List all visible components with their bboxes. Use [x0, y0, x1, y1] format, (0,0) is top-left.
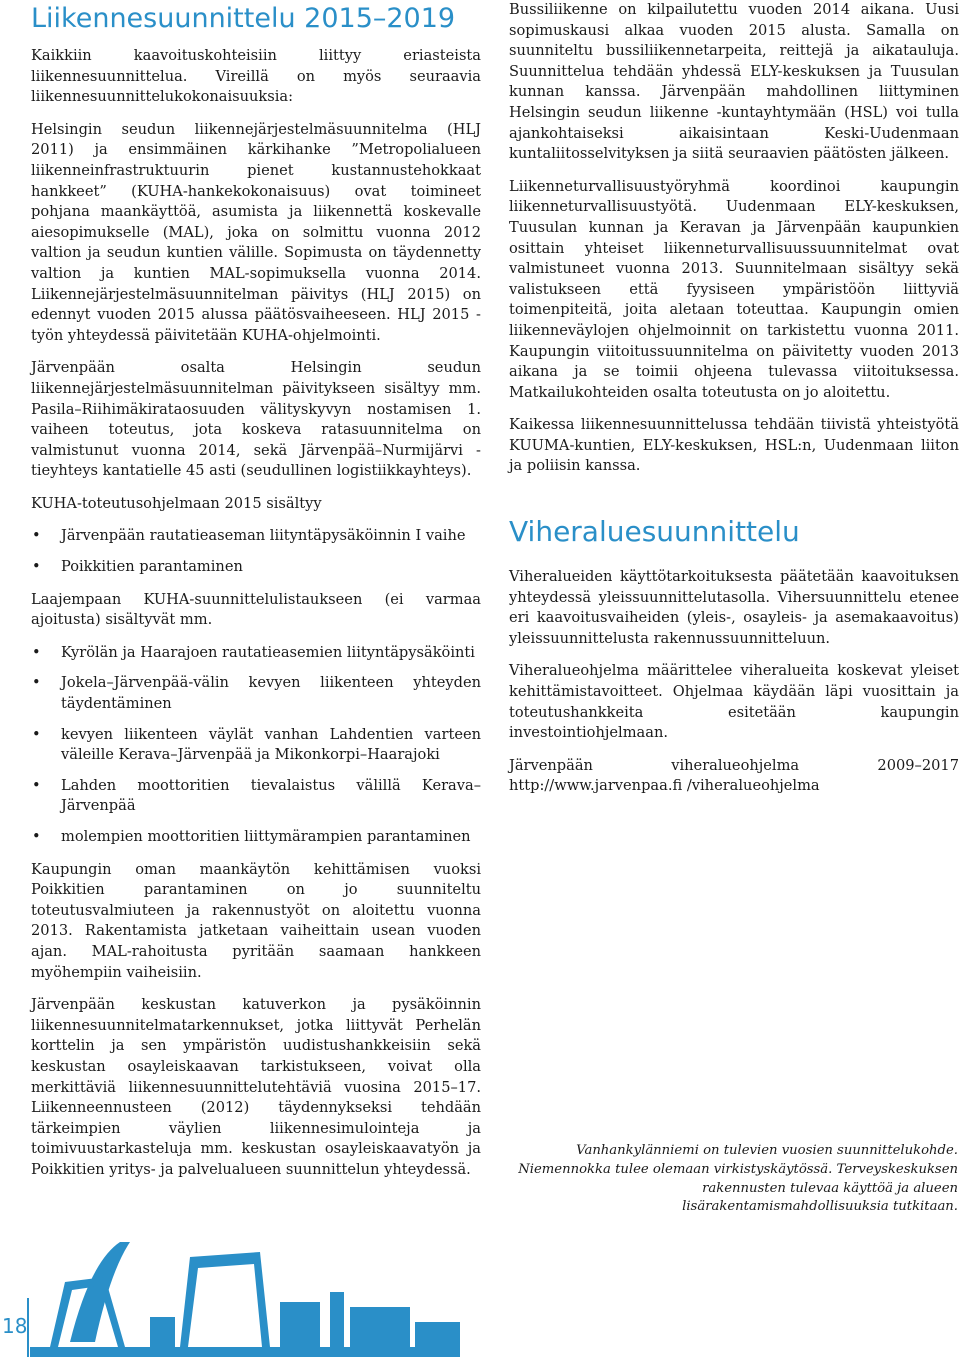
kuha-planning-list — [31, 643, 481, 848]
kuha-2015-paragraph: KUHA-toteutusohjelmaan 2015 sisältyy — [31, 494, 322, 512]
list-item: • Lahden moottoritien tievalaistus välillä Kerava–Järvenpää — [31, 776, 481, 817]
spacer — [509, 489, 959, 515]
industrial-skyline-illustration — [30, 1222, 460, 1357]
traffic-safety-paragraph: Liikenneturvallisuustyöryhmä koordinoi kaupungin liikenneturvallisuustyötä. Uudenmaan ELY-keskuksen, Tuusulan kunnan ja Keravan ja Järvenpään kaupunkien osittain yhteiset liikenneturvallisuussuunnitelmat ovat valmistuneet vuonna 2013. Suunnitelmaan sisältyy sekä valistukseen että fyysiseen ympäristöön liittyviä toimenpiteitä, joita aletaan toteuttaa. Kaupungin omien liikenneväylojen ohjelmoinnit on tarkistettu vuonna 2011. Kaupungin viitoitussuunnitelma on päivitetty vuoden 2013 aikana ja se toimii ohjeena tulevassa viitoituksessa. Matkailukohteiden osalta toteutusta on jo aloitettu. — [509, 177, 959, 401]
list-item: • Jokela–Järvenpää-välin kevyen liikenteen yhteyden täydentäminen — [31, 673, 481, 714]
image-caption: Vanhankylänniemi on tulevien vuosien suunnittelukohde. Niemennokka tulee olemaan virkistyskäytössä. Terveyskeskuksen rakennusten tulevaa käyttöä ja alueen lisärakentamismahdollisuuksia tutkitaan. — [518, 1143, 958, 1215]
right-column — [509, 0, 959, 809]
poikkitie-paragraph: Kaupungin oman maankäytön kehittämisen vuoksi Poikkitien parantaminen on jo suunniteltu toteutusvalmiuteen ja rakennustyöt on aloitettu vuonna 2013. Rakentamista jatketaan vaiheittain usean vuoden ajan. MAL-rahoitusta pyritään saamaan hankkeen myöhempiin vaiheisiin. — [31, 860, 481, 981]
green-area-paragraph: Viheralueiden käyttötarkoituksesta päätetään kaavoituksen yhteydessä yleissuunnittelutasolla. Vihersuunnittelu etenee eri kaavoitusvaiheiden (yleis-, osayleis- ja asemakaavoitus) yleissuunnittelusta rakennussuunnitteluun. — [509, 568, 959, 647]
keskusta-paragraph: Järvenpään keskustan katuverkon ja pysäköinnin liikennesuunnitelmatarkennukset, jotka liittyvät Perhelän korttelin ja sen ympäristön uudistushankkeisiin sekä keskustan osayleiskaavan tarkistukseen, voivat olla merkittäviä liikennesuunnittelutehtäviä vuosina 2015–17. Liikenneennusteen (2012) täydennykseksi tehdään tärkeimpien väylien liikennesimulointeja ja toimivuustarkasteluja mm. keskustan osayleiskaavatyön ja Poikkitien yritys- ja palvelualueen suunnittelun yhteydessä. — [31, 996, 481, 1178]
list-item: • Kyrölän ja Haarajoen rautatieasemien liityntäpysäköinti — [31, 643, 481, 664]
green-program-paragraph: Viheralueohjelma määrittelee viheralueita koskevat yleiset kehittämistavoitteet. Ohjelmaa käydään läpi vuosittain ja toteutushankkeita esitetään kaupungin investointiohjelmaan. — [509, 662, 959, 742]
cooperation-paragraph: Kaikessa liikennesuunnittelussa tehdään tiivistä yhteistyötä KUUMA-kuntien, ELY-keskuksen, HSL:n, Uudenmaan liiton ja poliisin kanssa. — [509, 416, 959, 475]
jarvenpaa-hlj-paragraph: Järvenpään osalta Helsingin seudun liikennejärjestelmäsuunnitelman päivitykseen sisältyy mm. Pasila–Riihimäkirataosuuden välityskyvyn nostamisen 1. vaiheen toteutus, jota koskeva ratasuunnitelma on valmistunut vuonna 2014, sekä Järvenpää–Nurmijärvi -tieyhteys kantatielle 45 asti (seudullinen logistiikkayhteys). — [31, 359, 481, 480]
list-item: • Järvenpään rautatieaseman liityntäpysäköinnin I vaihe — [31, 526, 481, 547]
section-heading-viheraluesuunnittelu: Viheraluesuunnittelu — [509, 515, 800, 549]
green-program-link-paragraph: Järvenpään viheralueohjelma 2009–2017 http://www.jarvenpaa.fi /viheralueohjelma — [509, 756, 959, 795]
page-number: 18 — [2, 1314, 28, 1338]
hlj-paragraph: Helsingin seudun liikennejärjestelmäsuunnitelma (HLJ 2011) ja ensimmäinen kärkihanke ”Metropolialueen liikenneinfrastruktuurin pienet kustannustehokkaat hankkeet” (KUHA-hankekokonaisuus) ovat toimineet pohjana maankäyttöä, asumista ja liikennettä koskevalle aiesopimukselle (MAL), joka on solmittu vuonna 2012 valtion ja seudun kuntien välille. Sopimusta on täydennetty valtion ja kuntien MAL-sopimuksella vuonna 2014. Liikennejärjestelmäsuunnitelman päivitys (HLJ 2015) on edennyt vuoden 2015 alussa päätösvaiheeseen. HLJ 2015 -työn yhteydessä päivitetään KUHA-ohjelmointi. — [31, 120, 481, 344]
kuha-2015-list — [31, 526, 481, 577]
left-column — [31, 0, 481, 1193]
bus-paragraph: Bussiliikenne on kilpailutettu vuoden 2014 aikana. Uusi sopimuskausi alkaa vuoden 2015 alusta. Samalla on suunniteltu bussiliikennetarpeita, reittejä ja aikatauluja. Suunnittelua tehdään yhdessä ELY-keskuksen ja Tuusulan kunnan kanssa. Järvenpään mahdollinen liittyminen Helsingin seudun liikenne -kuntayhtymään (HSL) voi tulla ajankohtaiseksi aikaisintaan Keski-Uudenmaan kuntaliitosselvityksen ja siitä seuraavien päätösten jälkeen. — [509, 1, 959, 163]
list-item: • Poikkitien parantaminen — [31, 557, 481, 578]
intro-paragraph: Kaikkiin kaavoituskohteisiin liittyy eriasteista liikennesuunnittelua. Vireillä on myös seuraavia liikennesuunnittelukokonaisuuksia: — [31, 47, 481, 106]
list-item: • kevyen liikenteen väylät vanhan Lahdentien varteen väleille Kerava–Järvenpää ja Mikonkorpi–Haarajoki — [31, 725, 481, 766]
list-item: • molempien moottoritien liittymärampien parantaminen — [31, 827, 481, 848]
page-title: Liikennesuunnittelu 2015–2019 — [31, 3, 456, 34]
kuha-planning-paragraph: Laajempaan KUHA-suunnittelulistaukseen (ei varmaa ajoitusta) sisältyvät mm. — [31, 590, 481, 629]
